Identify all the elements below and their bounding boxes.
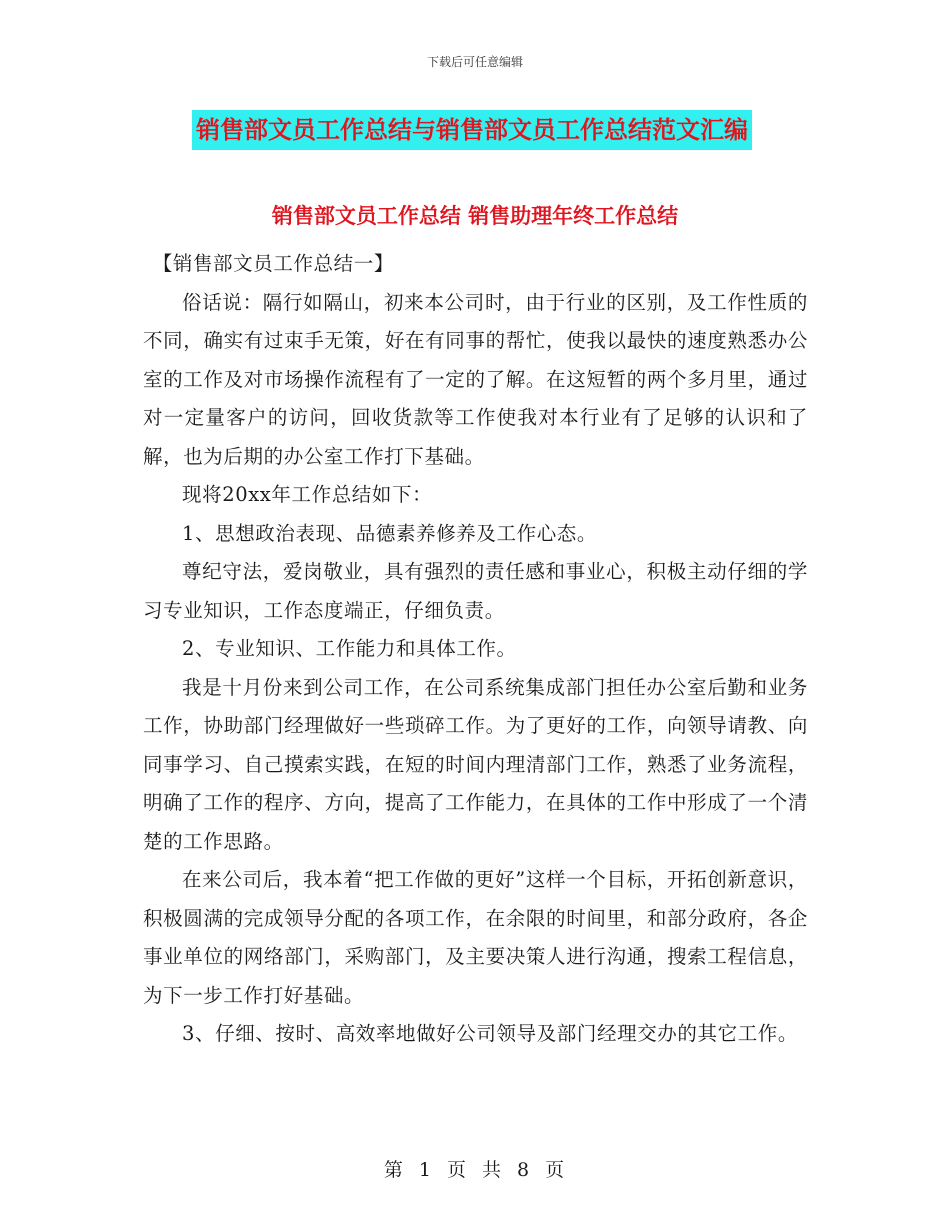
section-heading: 【销售部文员工作总结一】 <box>152 252 394 275</box>
page-number-footer: 第 1 页 共 8 页 <box>383 1159 567 1181</box>
sub-title: 销售部文员工作总结 销售助理年终工作总结 <box>271 204 679 228</box>
header-note: 下载后可任意编辑 <box>426 55 523 69</box>
paragraph: 3、仔细、按时、高效率地做好公司领导及部门经理交办的其它工作。 <box>182 1022 799 1045</box>
paragraph: 1、思想政治表现、品德素养修养及工作心态。 <box>182 521 598 545</box>
paragraph: 我是十月份来到公司工作，在公司系统集成部门担任办公室后勤和业务工作，协助部门经理做好一些琐碎工作。为了更好的工作，向领导请教、向同事学习、自己摸索实践，在短的时间内理清部门工作，熟悉了业务流程，明确了工作的程序、方向，提高了工作能力，在具体的工作中形成了一个清楚的工作思路。 <box>143 675 808 853</box>
main-title: 销售部文员工作总结与销售部文员工作总结范文汇编 <box>192 110 752 150</box>
paragraph: 2、专业知识、工作能力和具体工作。 <box>182 637 517 660</box>
paragraph: 现将20xx年工作总结如下： <box>182 483 433 506</box>
paragraph: 尊纪守法，爱岗敬业，具有强烈的责任感和事业心，积极主动仔细的学习专业知识，工作态度端正，仔细负责。 <box>143 560 808 622</box>
document-body <box>143 245 808 1054</box>
paragraph: 俗话说：隔行如隔山，初来本公司时，由于行业的区别，及工作性质的不同，确实有过束手无策，好在有同事的帮忙，使我以最快的速度熟悉办公室的工作及对市场操作流程有了一定的了解。在这短暂的两个多月里，通过对一定量客户的访问，回收货款等工作使我对本行业有了足够的认识和了解，也为后期的办公室工作打下基础。 <box>143 290 808 468</box>
paragraph: 在来公司后，我本着“把工作做的更好”这样一个目标，开拓创新意识，积极圆满的完成领导分配的各项工作，在余限的时间里，和部分政府，各企事业单位的网络部门，采购部门，及主要决策人进行沟通，搜索工程信息，为下一步工作打好基础。 <box>143 868 808 1007</box>
